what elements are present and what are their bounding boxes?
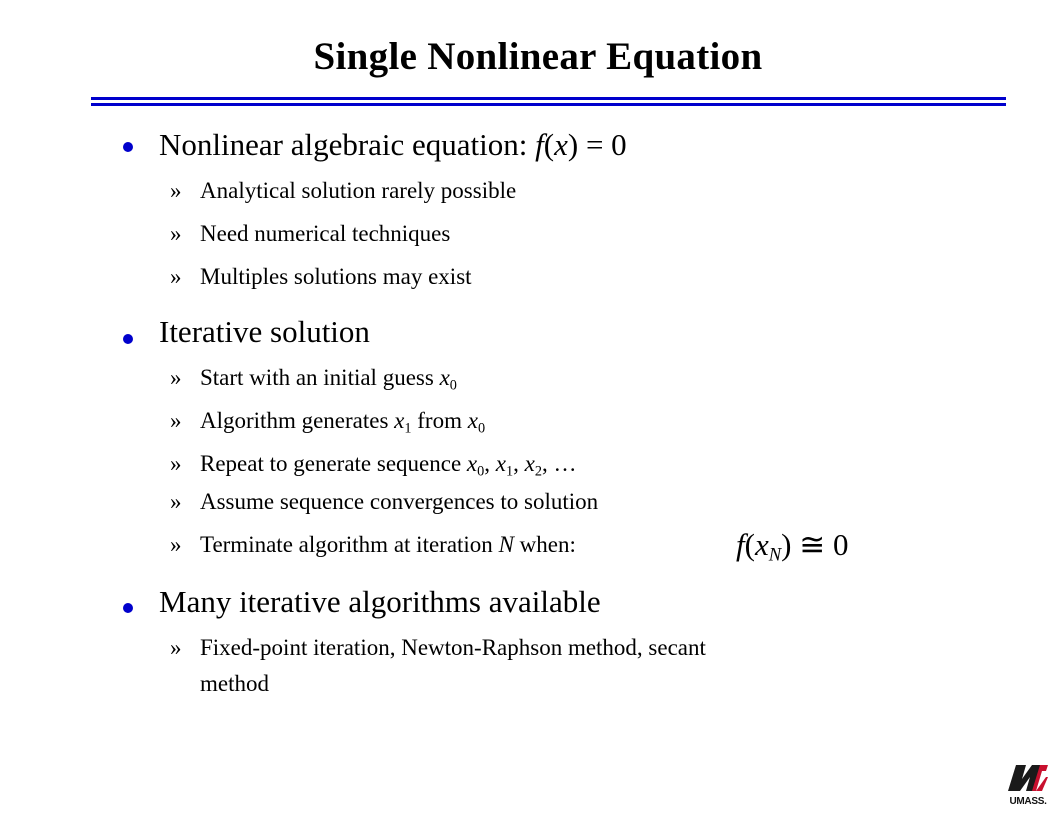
raquo-marker: » (170, 532, 182, 557)
section-heading-1: Nonlinear algebraic equation: f(x) = 0 (159, 127, 627, 162)
raquo-marker: » (170, 635, 182, 660)
section-heading-3: Many iterative algorithms available (159, 584, 601, 619)
title-rule-top (91, 97, 1006, 100)
bullet-dot (123, 603, 133, 613)
sub-item: » Assume sequence convergences to solution (170, 489, 599, 514)
sub-item-continuation: method (200, 671, 269, 696)
raquo-marker: » (170, 408, 182, 433)
section-heading-2: Iterative solution (159, 314, 370, 349)
sub-item: » Repeat to generate sequence $x_0$, $x_1$, $x_2$, … (170, 451, 577, 480)
logo-text: UMASS. (1009, 796, 1047, 807)
sub-item: » Multiples solutions may exist (170, 264, 472, 289)
sub-item: » Start with an initial guess $x_0$ (170, 365, 457, 394)
sub-item: » Fixed-point iteration, Newton-Raphson method, secant (170, 635, 706, 660)
sub-item: » Analytical solution rarely possible (170, 178, 517, 203)
page-title: Single Nonlinear Equation (313, 35, 763, 78)
raquo-marker: » (170, 489, 182, 514)
sub-item: » Need numerical techniques (170, 221, 451, 246)
bullet-dot (123, 142, 133, 152)
raquo-marker: » (170, 451, 182, 476)
raquo-marker: » (170, 264, 182, 289)
raquo-marker: » (170, 178, 182, 203)
raquo-marker: » (170, 221, 182, 246)
title-rule-bottom (91, 103, 1006, 106)
bullet-dot (123, 334, 133, 344)
raquo-marker: » (170, 365, 182, 390)
sub-item: » Terminate algorithm at iteration N when: (170, 532, 576, 557)
sub-item: » Algorithm generates $x_1$ from $x_0$ (170, 408, 486, 437)
termination-formula: $f(x_N)$ ≅ 0 (736, 527, 849, 566)
